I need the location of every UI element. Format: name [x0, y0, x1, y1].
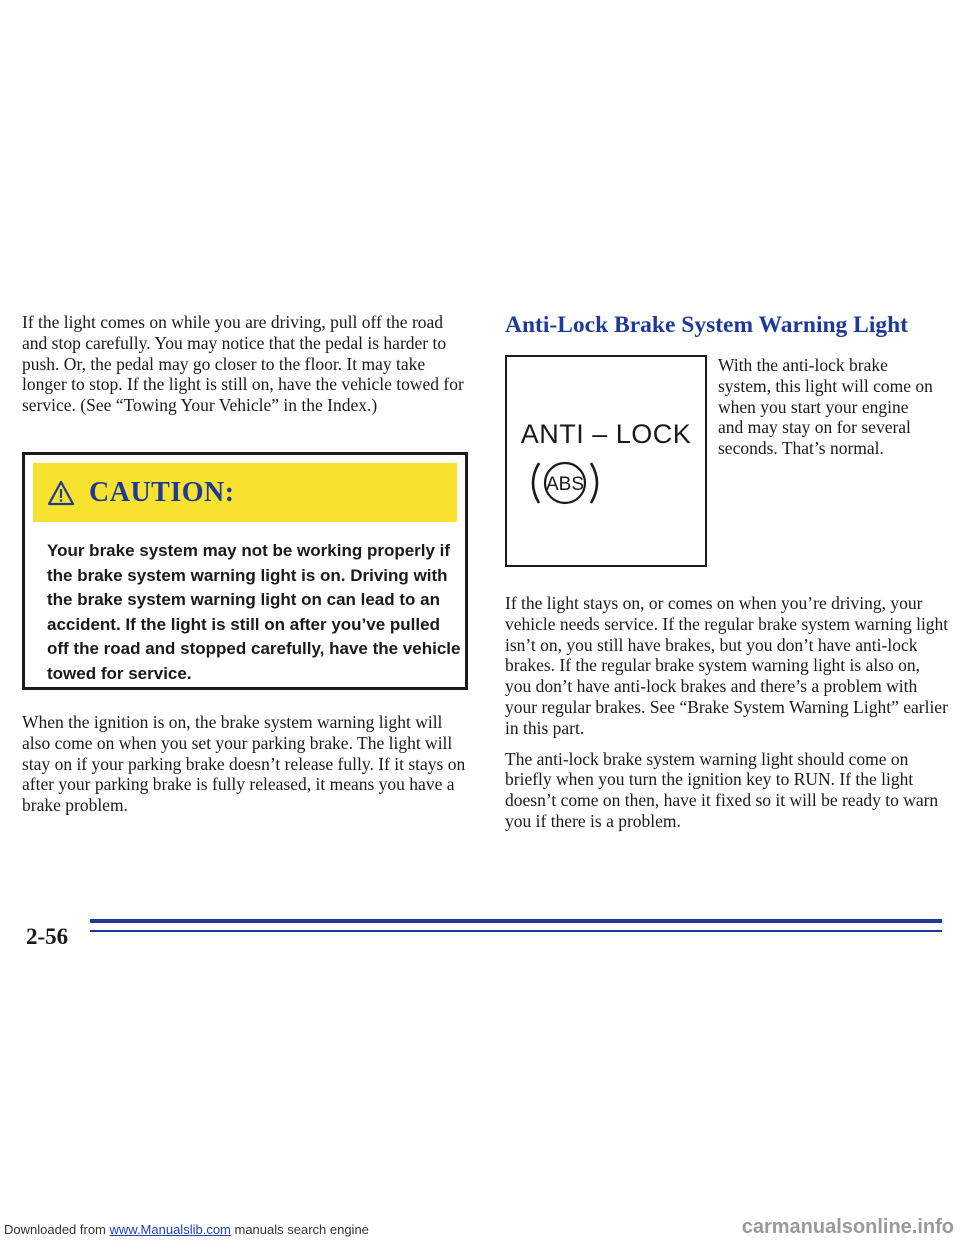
right-paragraph-2: The anti-lock brake system warning light should come on briefly when you turn the ignition key to RUN. If the light doesn’t come on then, have it fixed so it will be ready to warn you if there is a problem.: [505, 748, 939, 831]
credit-suffix: manuals search engine: [230, 1222, 369, 1237]
manualslib-link[interactable]: www.Manualslib.com: [109, 1222, 231, 1237]
left-column-lower: [22, 712, 472, 816]
right-column-heading-wrap: [505, 312, 950, 339]
abs-indicator-panel: [505, 355, 707, 567]
left-paragraph-1: If the light comes on while you are driving, pull off the road and stop carefully. You may notice that the pedal is harder to push. Or, the pedal may go closer to the floor. It may take longer to stop. If the light is still on, have the vehicle towed for service. (See “Towing Your Vehicle” in the Index.): [22, 312, 464, 416]
anti-lock-label: ANTI – LOCK: [520, 419, 692, 449]
footer-rule: [90, 919, 942, 923]
credit-prefix: Downloaded from: [4, 1222, 110, 1237]
section-heading: Anti-Lock Brake System Warning Light: [505, 312, 909, 338]
right-column-body: [505, 593, 950, 832]
left-paragraph-2: When the ignition is on, the brake system warning light will also come on when you set your parking brake. The light will stay on if your parking brake doesn’t release fully. If it stays on after your parking brake is fully released, it means you have a brake problem.: [22, 712, 466, 816]
abs-side-text: With the anti-lock brake system, this light will come on when you start your engine and may stay on for several seconds. That’s normal.: [718, 355, 933, 459]
warning-triangle-icon: [47, 480, 75, 506]
caution-header: [33, 463, 457, 522]
left-column: [22, 312, 472, 416]
page-number: 2-56: [26, 924, 69, 949]
abs-symbol-text: ABS: [545, 474, 585, 495]
footer-rule-thin: [90, 930, 942, 932]
abs-symbol-icon: [525, 459, 605, 507]
caution-title: CAUTION:: [89, 476, 235, 508]
watermark: carmanualsonline.info: [741, 1216, 954, 1238]
caution-box: [22, 452, 468, 690]
download-credit: [4, 1222, 369, 1237]
caution-body: Your brake system may not be working properly if the brake system warning light is on. Driving with the brake system warning light on can lead to an accident. If the light is still on after you’ve pulled off the road and stopped carefully, have the vehicle towed for service.: [47, 541, 461, 683]
abs-side-text-wrap: [718, 355, 933, 459]
right-paragraph-1: If the light stays on, or comes on when you’re driving, your vehicle needs service. If the regular brake system warning light isn’t on, you still have brakes, but you don’t have anti-lock brakes. If the regular brake system warning light is also on, you don’t have anti-lock brakes and there’s a problem with your regular brakes. See “Brake System Warning Light” earlier in this part.: [505, 593, 949, 738]
